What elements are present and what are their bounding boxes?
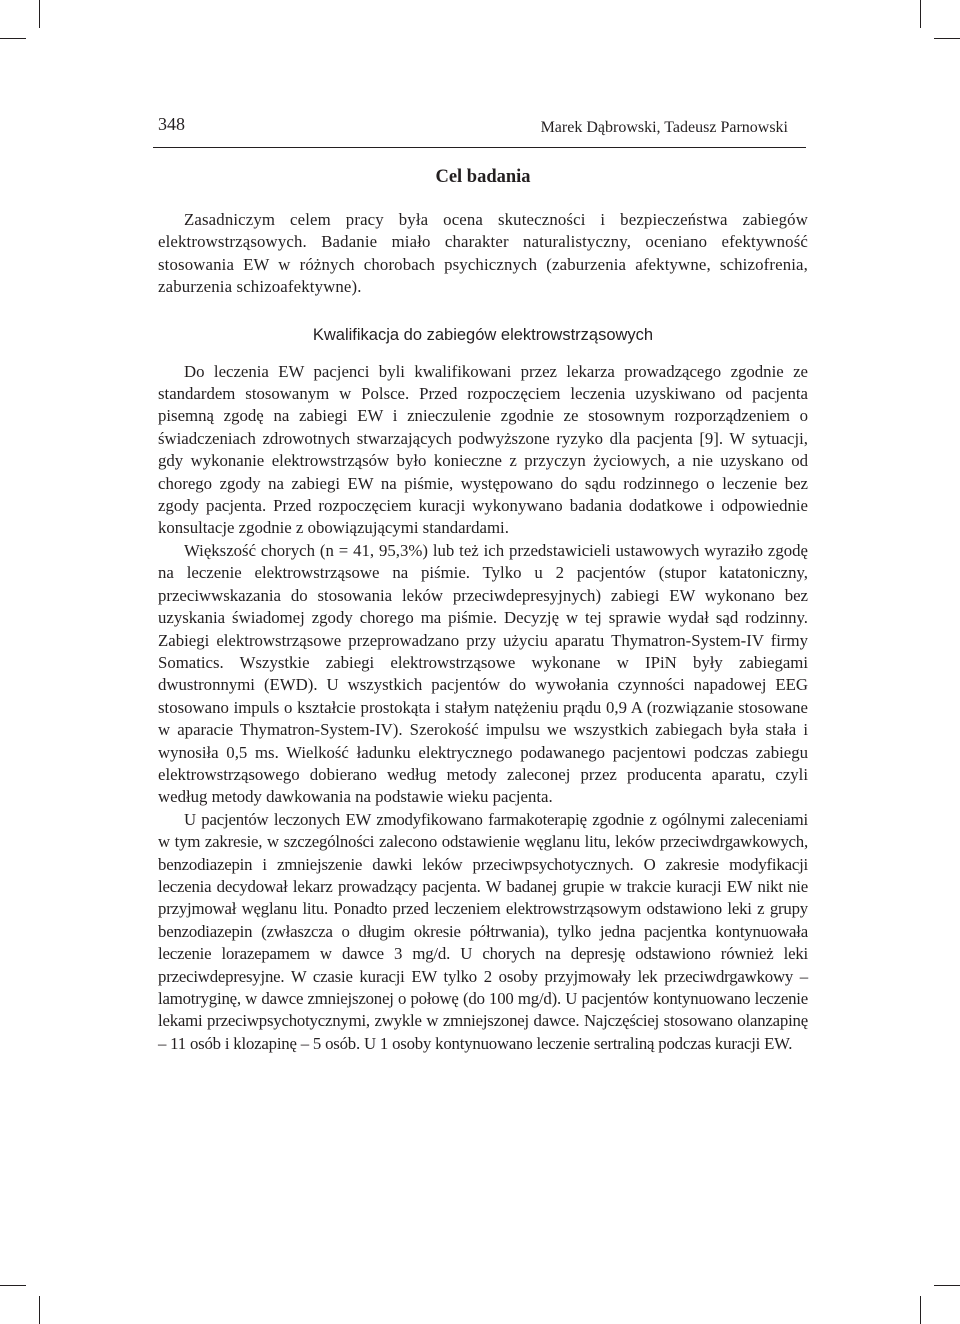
crop-mark-bottom-left-vertical — [39, 1296, 40, 1324]
crop-mark-bottom-left-horizontal — [0, 1285, 26, 1286]
crop-mark-top-right-horizontal — [934, 38, 960, 39]
paragraph-pharmacotherapy: U pacjentów leczonych EW zmodyfikowano farmakoterapię zgodnie z ogólnymi zaleceniami w tym zakresie, w szczególności zalecono odstawienie węglanu litu, leków przeciwdrgawkowych, benzodiazepin i zmniejszenie dawki leków przeciwpsychotycznych. O zakresie modyfikacji leczenia decydował lekarz prowadzący pacjenta. W badanej grupie w trakcie kuracji EW nikt nie przyjmował węglanu litu. Ponadto przed leczeniem elektrowstrząsowym odstawiono leki z grupy benzodiazepin (zwłaszcza o długim okresie półtrwania), tylko jedna pacjentka kontynuowała leczenie lorazepamem w dawce 3 mg/d. U chorych na depresję odstawiono również leki przeciwdepresyjne. W czasie kuracji EW tylko 2 osoby przyjmowały lek przeciwdrgawkowy – lamotryginę, w dawce zmniejszonej o połowę (do 100 mg/d). U pacjentów kontynuowano leczenie lekami przeciwpsychotycznymi, zwykle w zmniejszonej dawce. Najczęściej stosowano olanzapinę – 11 osób i klozapinę – 5 osób. U 1 osoby kontynuowano leczenie sertraliną podczas kuracji EW. — [158, 809, 808, 1053]
crop-mark-top-left-horizontal — [0, 38, 26, 39]
page-number: 348 — [158, 114, 185, 134]
crop-mark-top-right-vertical — [920, 0, 921, 28]
paragraph-aim: Zasadniczym celem pracy była ocena skuteczności i bezpieczeństwa zabiegów elektrowstrząsowych. Badanie miało charakter naturalistyczny, oceniano efektywność stosowania EW w różnych chorobach psychicznych (zaburzenia afektywne, schizofrenia, zaburzenia schizoafektywne). — [158, 210, 808, 297]
paragraph-procedure: Większość chorych (n = 41, 95,3%) lub też ich przedstawicieli ustawowych wyraziło zgodę na leczenie elektrowstrząsowe na piśmie. Tylko u 2 pacjentów (stupor katatoniczny, przeciwwskazania do stosowania leków przeciwdepresyjnych) zabiegi EW wykonano bez uzyskania świadomej zgody chorego ma piśmie. Decyzję w tej sprawie wydał sąd rodzinny. Zabiegi elektrowstrząsowe przeprowadzano przy użyciu aparatu Thymatron-System-IV firmy Somatics. Wszystkie zabiegi elektrowstrząsowe wykonane w IPiN były zabiegami dwustronnymi (EWD). U wszystkich pacjentów do wywołania czynności napadowej EEG stosowano impuls o kształcie prostokąta i stałym natężeniu prądu 0,9 A (rozwiązanie stosowane w aparacie Thymatron-System-IV). Szerokość impulsu we wszystkich zabiegach była stała i wynosiła 0,5 ms. Wielkość ładunku elektrycznego podawanego pacjentowi podczas zabiegu elektrowstrząsowego dobierano według metody zaleconej przez producenta aparatu, czyli według metody dawkowania na podstawie wieku pacjenta. — [158, 540, 808, 807]
crop-mark-bottom-right-vertical — [920, 1296, 921, 1324]
header-rule — [153, 147, 806, 148]
article-body — [158, 164, 808, 1055]
subsection-title: Kwalifikacja do zabiegów elektrowstrząsowych — [312, 325, 654, 344]
section-title: Cel badania — [435, 167, 531, 187]
page-header — [158, 114, 806, 140]
crop-mark-bottom-right-horizontal — [934, 1285, 960, 1286]
crop-mark-top-left-vertical — [39, 0, 40, 28]
running-head-authors: Marek Dąbrowski, Tadeusz Parnowski — [540, 119, 788, 136]
paragraph-qualification: Do leczenia EW pacjenci byli kwalifikowani przez lekarza prowadzącego zgodnie ze standardem stosowanym w Polsce. Przed rozpoczęciem leczenia uzyskiwano od pacjenta pisemną zgodę na zabiegi EW i znieczulenie zgodnie ze stosownym rozporządzeniem o świadczeniach zdrowotnych stwarzających podwyższone ryzyko dla pacjenta [9]. W sytuacji, gdy wykonanie elektrowstrząsów było konieczne z przyczyn życiowych, a nie uzyskano od chorego zgody na zabiegi EW na piśmie, występowano do sądu rodzinnego o leczenie bez zgody pacjenta. Przed rozpoczęciem kuracji wykonywano badania dodatkowe i odpowiednie konsultacje zgodnie z obowiązującymi standardami. — [158, 361, 808, 538]
